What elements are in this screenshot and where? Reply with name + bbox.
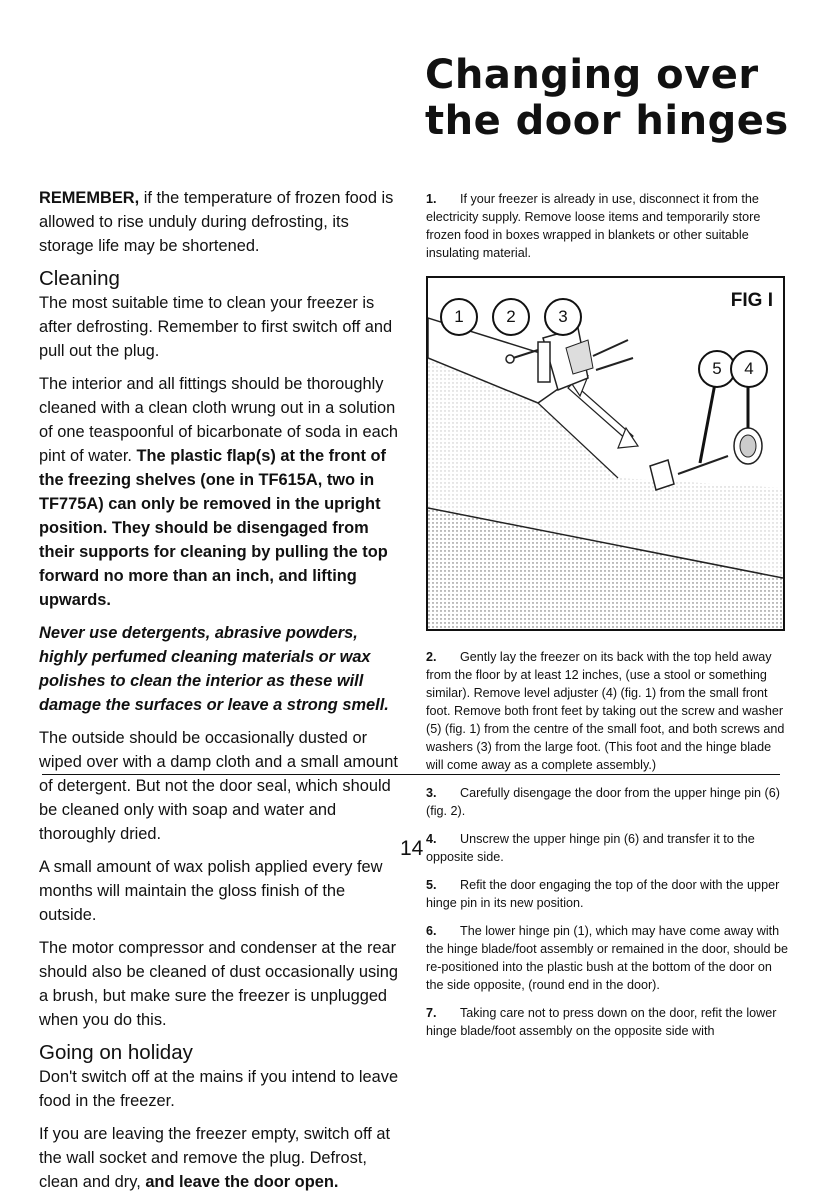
cleaning-paragraph-2-text: The interior and all fittings should be thoroughly cleaned with a clean cloth wrung out in a solution of one teaspoonful of bicarbonate of soda in each pint of water. — [39, 375, 399, 465]
cleaning-paragraph-2-bold: The plastic flap(s) at the front of the freezing shelves (one in TF615A, two in TF775A) can only be removed in the upright position. They should be disengaged from their supports for cleaning by pulling the top forward no more than an inch, and lifting upwards. — [39, 447, 388, 609]
step-5 — [426, 876, 788, 912]
step-number: 4. — [426, 832, 437, 846]
cleaning-paragraph-1: The most suitable time to clean your freezer is after defrosting. Remember to first switch off and pull out the plug. — [39, 294, 393, 360]
callout-4: 4 — [730, 350, 768, 388]
step-number: 5. — [426, 878, 437, 892]
callout-2: 2 — [492, 298, 530, 336]
cleaning-paragraph-3: The outside should be occasionally dusted or wiped over with a damp cloth and a small amount of detergent. But not the door seal, which should be cleaned only with soap and water and thoroughly dried. — [39, 729, 398, 843]
page-number: 14 — [400, 837, 424, 860]
title-line-2: the door hinges — [425, 98, 789, 144]
page-title — [425, 52, 825, 144]
cleaning-paragraph-2 — [39, 372, 401, 612]
step-text: The lower hinge pin (1), which may have come away with the hinge blade/foot assembly or remained in the door, should be re-positioned into the plastic bush at the bottom of the door on the side opposite, (round end in the door). — [426, 924, 788, 992]
step-number: 6. — [426, 924, 437, 938]
holiday-paragraph-1: Don't switch off at the mains if you intend to leave food in the freezer. — [39, 1068, 399, 1110]
holiday-heading: Going on holiday — [39, 1041, 193, 1064]
hinge-diagram — [426, 276, 785, 631]
cleaning-paragraph-4: A small amount of wax polish applied every few months will maintain the gloss finish of the outside. — [39, 858, 383, 924]
right-column — [426, 190, 788, 1050]
holiday-paragraph-2 — [39, 1122, 401, 1194]
step-text: Gently lay the freezer on its back with the top held away from the floor by at least 12 inches, (use a stool or something similar). Remove level adjuster (4) (fig. 1) from the small front foot. Remove both front feet by taking out the screw and washer (5) (fig. 1) from the centre of the small foot, and both screws and washers (3) from the large foot. (This foot and the hinge blade will come away as a complete assembly.) — [426, 650, 785, 772]
step-4 — [426, 830, 788, 866]
remember-paragraph — [39, 186, 401, 258]
callout-1: 1 — [440, 298, 478, 336]
footer-divider — [42, 774, 780, 775]
step-text: If your freezer is already in use, disconnect it from the electricity supply. Remove loose items and temporarily store frozen food in boxes wrapped in blankets or other suitable insulating material. — [426, 192, 761, 260]
step-3 — [426, 784, 788, 820]
cleaning-warning: Never use detergents, abrasive powders, highly perfumed cleaning materials or wax polishes to clean the interior as these will damage the surfaces or leave a strong smell. — [39, 624, 389, 714]
hinge-diagram-illustration — [428, 278, 783, 629]
figure-label: FIG I — [730, 290, 773, 311]
step-number: 7. — [426, 1006, 437, 1020]
step-7 — [426, 1004, 788, 1040]
holiday-paragraph-2-bold: and leave the door open. — [145, 1173, 339, 1191]
callout-5: 5 — [698, 350, 736, 388]
left-column — [39, 186, 401, 1203]
step-number: 2. — [426, 650, 437, 664]
step-number: 1. — [426, 192, 437, 206]
step-text: Taking care not to press down on the door, refit the lower hinge blade/foot assembly on the opposite side with — [426, 1006, 777, 1038]
title-line-1: Changing over — [425, 52, 759, 98]
step-2 — [426, 648, 788, 774]
step-6 — [426, 922, 788, 994]
step-text: Refit the door engaging the top of the door with the upper hinge pin in its new position. — [426, 878, 780, 910]
step-1 — [426, 190, 788, 262]
step-text: Unscrew the upper hinge pin (6) and transfer it to the opposite side. — [426, 832, 755, 864]
cleaning-paragraph-5: The motor compressor and condenser at the rear should also be cleaned of dust occasionally using a brush, but make sure the freezer is unplugged when you do this. — [39, 939, 399, 1029]
step-number: 3. — [426, 786, 437, 800]
callout-3: 3 — [544, 298, 582, 336]
remember-text: if the temperature of frozen food is allowed to rise unduly during defrosting, its storage life may be shortened. — [39, 189, 394, 255]
remember-label: REMEMBER, — [39, 189, 140, 207]
cleaning-heading: Cleaning — [39, 267, 120, 290]
holiday-paragraph-2-text: If you are leaving the freezer empty, switch off at the wall socket and remove the plug. Defrost, clean and dry, — [39, 1125, 391, 1191]
step-text: Carefully disengage the door from the upper hinge pin (6) (fig. 2). — [426, 786, 780, 818]
